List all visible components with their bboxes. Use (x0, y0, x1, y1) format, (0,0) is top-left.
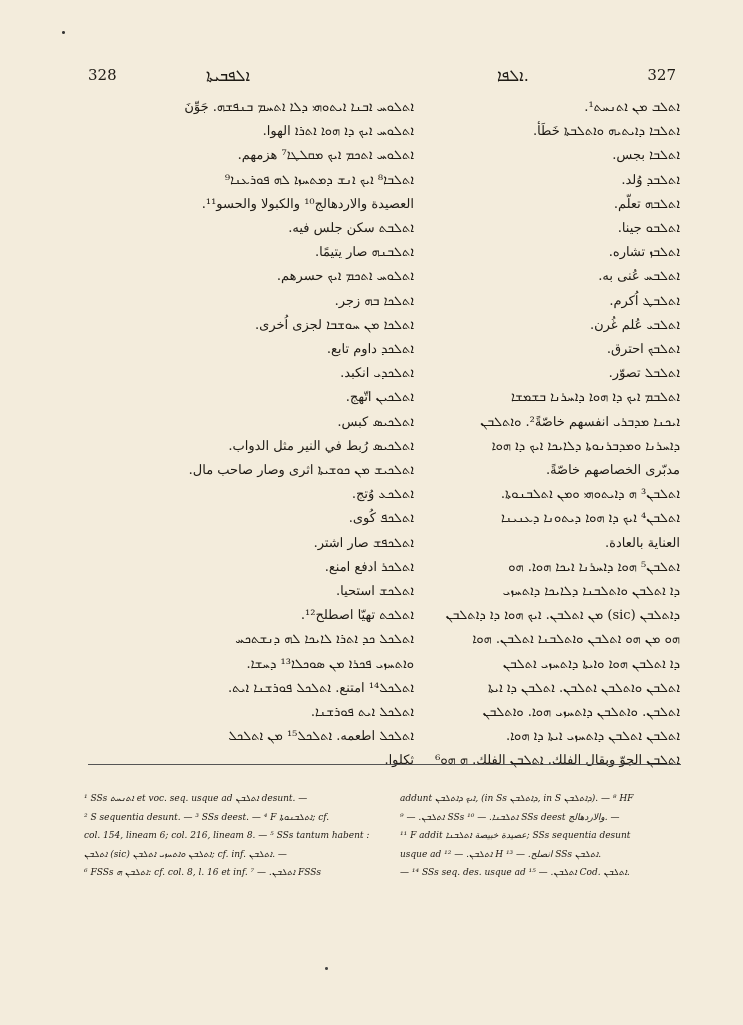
text-line: ܐܬܠܒܬ سكن جلس فيه. (288, 221, 414, 237)
text-line: ܐܬܠܒܕ وُلد. (621, 172, 680, 188)
page-number-left: 328 (88, 66, 117, 84)
text-line: ܐܬܠܟܝܣ كبس. (337, 414, 414, 430)
text-line: ܐܬܠܒܐ بجس. (612, 148, 680, 164)
text-line: ܐܬܠܟܠ ܟܕ ܐܬܪܐ ܠܐܝܟܐ ܠܗ ܕܢܫܬܟܚ (235, 632, 414, 648)
text-line: ܐܬܠܟܠ اطعمه. ܐܬܠܟܠ¹⁵ ܡܢ ܐܬܠܟܠ (228, 729, 414, 745)
text-line: ܕܐܚܪܢܐ ܘܡܕܒܪܢܘܬܐ ܕܠܐܝܟܐ ܐܝܟ ܕܐ ܗܘܐ (491, 438, 680, 454)
text-line: ܗܘ ܡܢ ܗܘ ܐܬܠܒܢ ܘܐܬܠܒܢܐ ܐܬܠܒܢ. ܗܘܐ (472, 632, 680, 648)
footnotes-right (400, 790, 690, 883)
text-line: ܐܬܠܒܡ ܐܝܟ ܕܐ ܗܘܐ ܕܐܚܪܢܐ ܒܫܡܫܐ (510, 390, 680, 406)
text-line: ܐܬܠܒܗ تعلّم. (613, 196, 680, 212)
text-line: ܐܬܠܒܢ ܐܬܠܒܢ ܕܐܬܚܙܝ ܐܝܬܐ ܕܐ ܗܘܐ. (506, 729, 680, 745)
text-line: ܕܐܬܠܒܢ (sic) ܡܢ ܐܬܠܒܢ. ܐܝܟ ܗܘܐ ܕܐ ܕܐܬܠܒܢ (445, 608, 680, 624)
text-line: ܐܬܠܟܐ ܡܢ ܚܘܫܒܐ لجزى اُخرى. (255, 317, 414, 333)
running-head-left: ܐܠܦܒܝܬܐ (206, 66, 250, 85)
text-line: ܐܬܠܒܢ الجوّ وبقال الفلك. ܐܬܠܒܢ الفلك. ܗ ܗܘ⁶ (435, 753, 680, 769)
text-line: ܐܬܠܟܦ كُوى. (348, 511, 414, 527)
text-line: ܐܝܟܢܐ ܡܕܒܪܝ انفسهم خاصّةً². ܘܐܬܠܒܢ (480, 414, 680, 430)
text-line: ܐܬܠܘܚ ܐܬܟܡ ܐܝܟ حسرهم. (276, 269, 414, 285)
text-line: مدبّرى الخصاصهم خاصّةً. (545, 463, 680, 479)
text-line: ܘܐܬܚܙܝ ܦܟܪܐ ܡܢ ܣܘܟܠܐ¹³ ܕܚܫܐ. (246, 656, 414, 672)
right-text-column (420, 96, 680, 774)
text-line: ܐܬܠܟܬ تهيّا اصطلح¹². (300, 608, 414, 624)
text-line: ܐܬܠܒܝ عُلم غُرن. (589, 317, 680, 333)
footnote-line: ¹ SSs ܐܬܢܚܬ et voc. seq. usque ad ܐܬܠܒܢ desunt. — (84, 794, 308, 804)
text-line: ܐܬܠܒܙ تشاره. (608, 245, 680, 261)
text-line: ثكلوا. (384, 753, 414, 769)
text-line: العصيدة والاردهالج¹⁰ والكبولا والحسو¹¹. (201, 196, 414, 212)
footnote-line: ܐܬܠܒܢ (sic) ܐܬܠܒܢ ܘܐܬܚܙܝ ܐܬܠܒܢ; cf. inf. ܐܬܠܒܢ. — (84, 849, 287, 860)
text-line: ܐܬܠܟܝܫ ܡܢ ܟܘܫܝܬܐ اثرى وصار صاحب مال. (188, 463, 414, 479)
footnote-line: col. 154, lineam 6; col. 216, lineam 8. — ⁵ SSs tantum habent : (84, 831, 370, 841)
text-line: ܐܬܠܟܕܝ انكبد. (340, 366, 414, 382)
footnote-line: ¹¹ F addit عصيدة خبيصة ܐܬܠܒܢܐ; SSs sequentia desunt (400, 831, 631, 841)
text-line: ܐܬܠܒܢܗ صار يتيمًا. (314, 245, 414, 261)
footnote-line: addunt ܐܝܟ ܕܐܬܠܒܢ, (in Ss ܕܐܬܠܒܢ, in S ܕܐܬܠܒܢ). — ⁸ HF (400, 794, 634, 804)
speck (62, 31, 65, 34)
text-line: ܐܬܠܟܫ استحيا. (335, 584, 414, 600)
text-line: ܐܬܠܟܪ ادفع امنع. (324, 559, 414, 575)
page-number-right: 327 (647, 66, 676, 84)
text-line: ܐܬܠܒܢ. ܘܐܬܠܒܢ ܕܐܬܚܙܝ ܗܘܐ. ܘܐܬܠܒܢ (482, 705, 680, 721)
text-line: ܕܐ ܐܬܠܒܢ ܗܘܐ ܘܐܝܬܐ ܕܐܬܚܙܝ ܐܬܠܒܢ (502, 656, 680, 672)
text-line: ܐܬܠܒܢ⁴ ܐܝܟ ܕܐ ܗܘܐ ܕܝܬܘܢܐ ܕܥܢܝܢܐ (500, 511, 680, 527)
text-line: ܐܬܠܒܛ اُكرم. (609, 293, 680, 309)
text-line: ܐܬܠܒܐ⁸ ܐܝܟ ܐܢܫ ܕܡܬܚܙܐ ܠܗ ܦܘܪܥܢܐ⁹ (224, 172, 414, 188)
footnote-line: ܐܬܠܒܢ. — ⁹ SSs ܐܬܠܒܢܐ. — ¹⁰ SSs deest والاردهالج. — (400, 812, 620, 823)
text-line: ܐܬܠܟܦܫ صار اشتر. (313, 535, 414, 551)
text-line: ܐܬܠܒܠ تصوّر. (608, 366, 680, 382)
text-line: ܐܬܠܒܚ عُنى به. (598, 269, 680, 285)
text-line: ܐܬܠܟܕ داوم تابع. (326, 342, 414, 358)
text-line: ܐܬܠܒܟ احترق. (606, 342, 680, 358)
text-line: ܐܬܠܒܢ⁵ ܗܘܐ ܕܐܚܪܢܐ ܐܝܟܐ ܗܘܐ. ܗܘ (508, 559, 680, 575)
text-line: ܐܬܠܒܘ جينا. (617, 221, 680, 237)
text-line: ܐܬܠܘܚ ܐܬܟܡ ܐܝܟ ܡܩܠܛܐ⁷ هزمهم. (237, 148, 414, 164)
text-line: ܐܬܠܒ ܡܢ ܐܬܢܚܬ¹. (584, 100, 680, 115)
footnote-line: ⁶ FSSs ܐܬܠܒܢ ܗ: cf. col. 8, l. 16 et inf. ܐܬܠܒܢ. — ⁷ FSSs (84, 868, 322, 878)
text-line: ܐܬܠܟܐ ܒܗ زجر. (334, 293, 414, 309)
running-head-right: ܐܠܦܐ. (497, 66, 529, 85)
text-line: ܐܬܠܟܝܢ اتّهج. (345, 390, 414, 406)
footnotes-left (84, 790, 387, 883)
text-line: العناية بالعادة. (605, 535, 680, 551)
text-line: ܐܬܠܘܚ ܐܒܢܐ ܐܝܬܘܗܝ ܕܠܐ ܐܬܚܡ ܒܢܦܫܗ. جَوِّنَ (184, 100, 414, 115)
text-line: ܕܐ ܐܬܠܒܢ ܘܐܬܠܒܢܐ ܕܠܐܝܟܐ ܕܐܬܚܙܝ (502, 584, 680, 600)
text-line: ܐܬܠܒܢ ܘܐܬܠܒܢ ܐܬܠܒܢ. ܐܬܠܒܢ ܕܐ ܐܝܬܐ (487, 680, 680, 696)
text-line: ܐܬܠܘܚ ܐܝܟ ܕܐ ܗܘܐ ܐܬܪܐ الهوا. (262, 124, 414, 140)
footnote-divider (88, 764, 681, 765)
text-line: ܐܬܠܟܝܣ رُبط في النير مثل الدواب. (228, 438, 414, 454)
text-line: ܐܬܠܒܐ ܕܐܝܬܝܗ ܘܐܬܠܒܬܐ خَطَأ. (532, 124, 680, 140)
footnote-line: usque ad ܐܬܠܒܢ. — ¹² H انصلح. — ¹³ SSs ܐܬܠܒܢ. (400, 849, 602, 860)
text-line: ܐܬܠܟܠ ܐܝܬ ܦܘܪܫܢܐ. (310, 705, 414, 721)
text-line: ܐܬܠܟܥ وُتج. (351, 487, 414, 503)
text-line: ܐܬܠܒܢ³ ܗ ܕܐܝܬܘܗܝ ܘܡܢ ܐܬܠܒܢܘܬܐ. (500, 487, 680, 503)
left-text-column (84, 96, 414, 774)
text-line: ܐܬܠܟܠ¹⁴ امتنع. ܐܬܠܟܠ ܦܘܪܫܢܐ ܐܝܬ. (227, 680, 414, 696)
speck (325, 967, 328, 970)
footnote-line: — ¹⁴ SSs seq. des. usque ad ܐܬܠܒܢ. — ¹⁵ Cod. ܐܬܠܒܢ. (400, 868, 630, 878)
footnote-line: ² S sequentia desunt. — ³ SSs deest. — ⁴ F ܐܬܠܒܢܘܬܐ; cf. (84, 812, 330, 823)
